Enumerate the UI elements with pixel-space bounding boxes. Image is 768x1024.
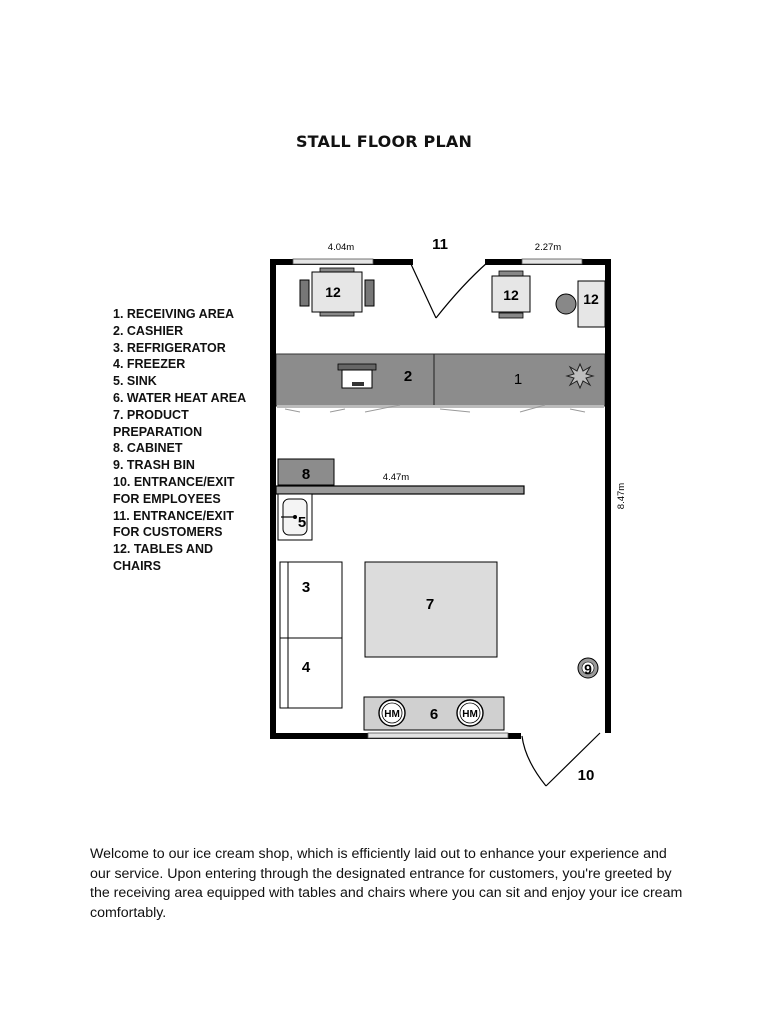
cash-register [338,364,376,388]
counter-bar [276,486,524,494]
page-title: STALL FLOOR PLAN [295,132,473,151]
refrigerator [280,562,342,638]
dimension-counter: 4.47m [382,472,410,483]
label-preparation: 7 [425,596,435,613]
customer-door [410,262,488,318]
plant-icon [567,364,593,388]
label-table-left: 12 [325,284,341,300]
legend-item: 8. CABINET [113,441,183,456]
legend-item: 2. CASHIER [113,323,184,338]
legend-item: 1. RECEIVING AREA [113,307,235,321]
legend-item: 9. TRASH BIN [113,458,195,473]
dimension-top-left: 4.04m [327,242,355,253]
label-freezer: 4 [301,659,311,676]
description-paragraph: Welcome to our ice cream shop, which is efficiently laid out to enhance your experience and our service. Upon entering through the designated entrance for customers, you're greeted by the receiving area equipped with tables and chairs where you can sit and enjoy your ice cream comfortably. [90,846,683,921]
freezer [280,638,342,708]
label-employee-door: 10 [577,767,595,784]
label-sink: 5 [297,514,307,531]
label-refrigerator: 3 [301,579,311,596]
heater-label: HM [384,709,400,720]
legend-item: 11. ENTRANCE/EXIT FOR CUSTOMERS [113,508,234,540]
legend-item: 7. PRODUCT PREPARATION [113,407,203,439]
legend-item: 5. SINK [113,374,157,389]
legend-item: 4. FREEZER [113,357,186,372]
dimension-right: 8.47m [616,482,627,510]
legend-item: 12. TABLES AND CHAIRS [113,542,214,573]
label-water-heat: 6 [429,706,439,723]
window-top-left [293,259,373,264]
legend-item: 6. WATER HEAT AREA [113,390,247,405]
label-customer-door: 11 [432,236,448,253]
legend-item: 3. REFRIGERATOR [113,340,226,355]
sink [278,494,312,540]
dimension-top-right: 2.27m [534,242,562,253]
cashier-counter [276,354,605,406]
heater-label: HM [462,709,478,720]
window-top-right [522,259,582,264]
label-receiving: 1 [513,371,523,388]
label-trash: 9 [584,661,592,677]
label-table-right: 12 [583,291,599,307]
label-table-middle: 12 [503,287,519,303]
window-bottom [368,733,508,738]
label-cabinet: 8 [301,466,311,483]
label-cashier: 2 [403,368,413,385]
legend-item: 10. ENTRANCE/EXIT FOR EMPLOYEES [113,474,235,506]
